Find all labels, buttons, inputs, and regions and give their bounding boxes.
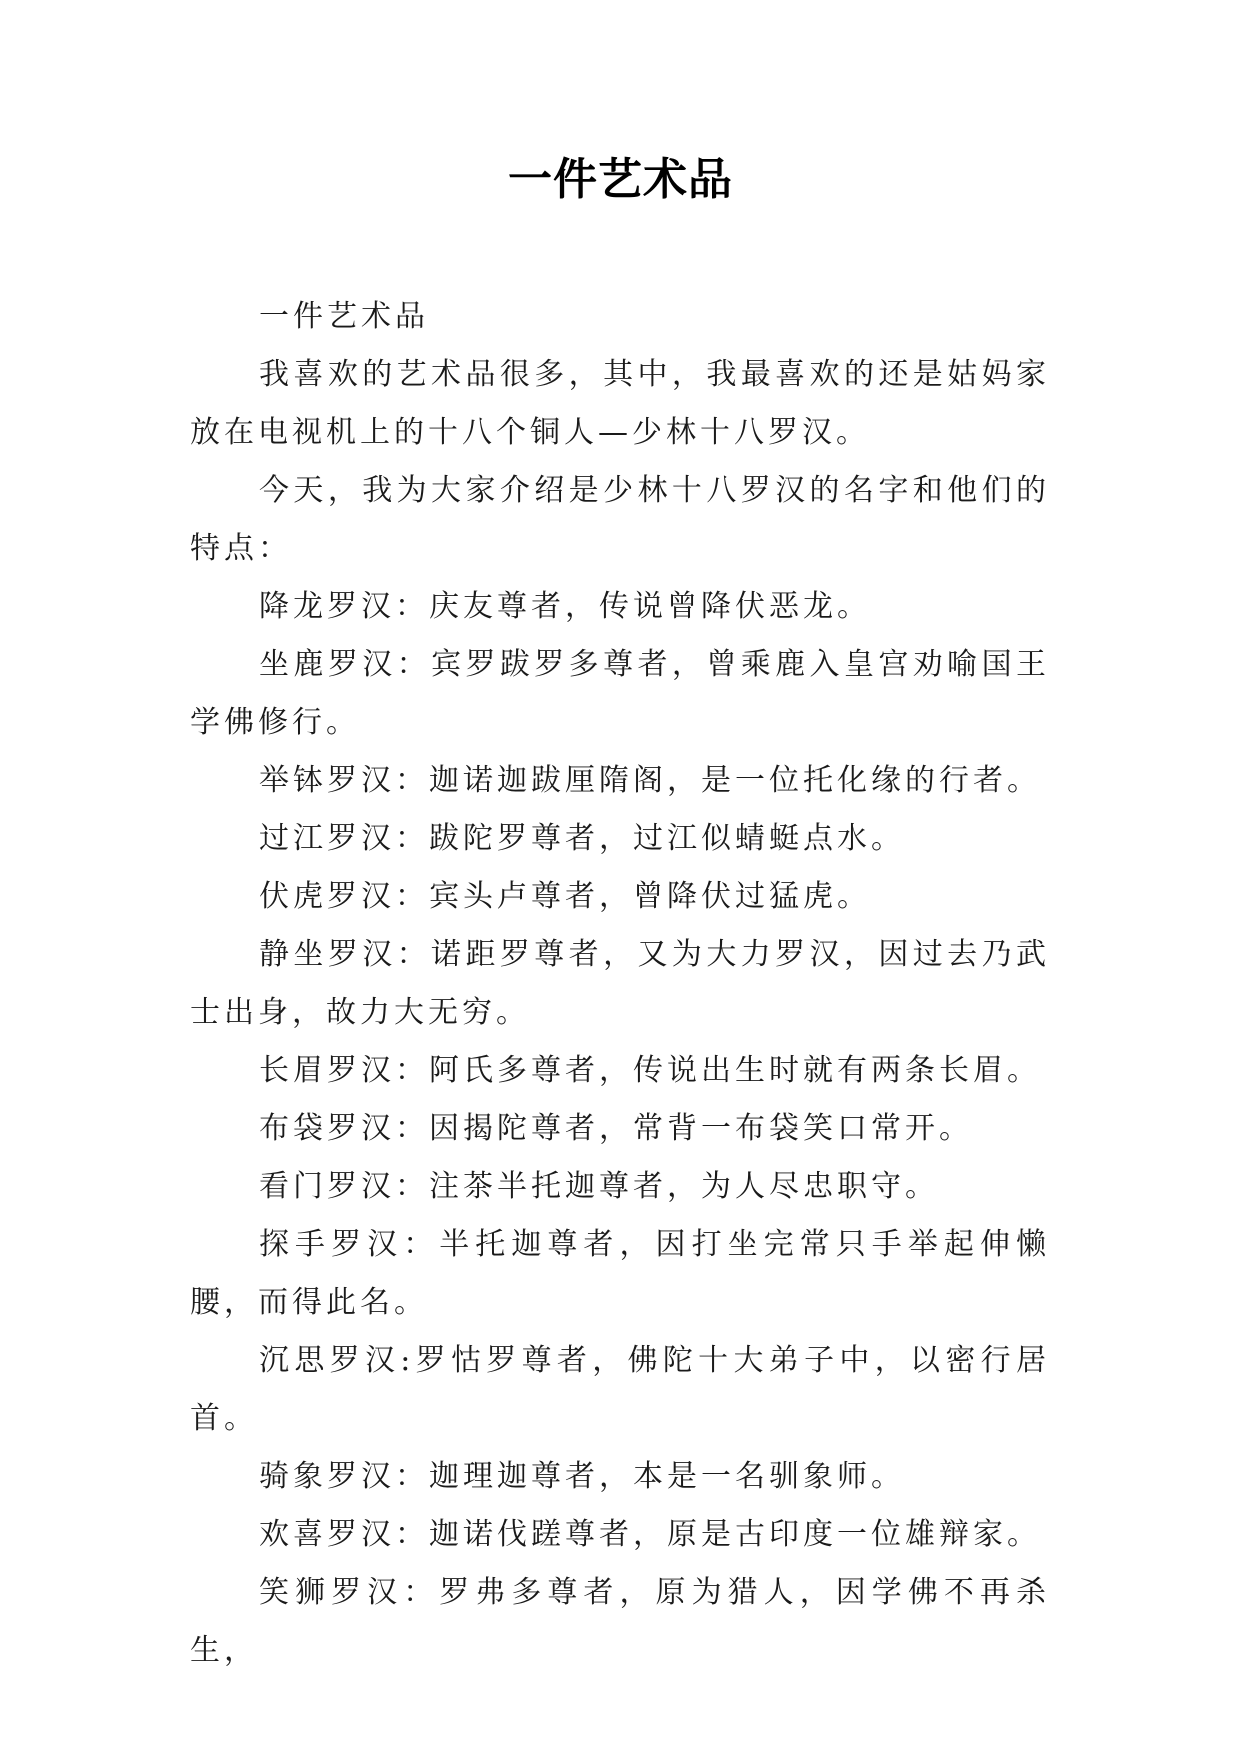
paragraph: 伏虎罗汉：宾头卢尊者，曾降伏过猛虎。	[259, 879, 871, 914]
paragraph: 骑象罗汉：迦理迦尊者，本是一名驯象师。	[259, 1459, 905, 1494]
paragraph: 笑狮罗汉：罗弗多尊者，原为猎人，因学佛不再杀生，	[190, 1575, 1050, 1668]
paragraph: 坐鹿罗汉：宾罗跋罗多尊者，曾乘鹿入皇宫劝喻国王学佛修行。	[190, 647, 1050, 740]
paragraph: 一件艺术品	[259, 299, 429, 334]
paragraph: 静坐罗汉：诺距罗尊者，又为大力罗汉，因过去乃武士出身，故力大无穷。	[190, 937, 1050, 1030]
document-body	[190, 288, 1050, 1680]
paragraph: 长眉罗汉：阿氏多尊者，传说出生时就有两条长眉。	[259, 1053, 1041, 1088]
document-title: 一件艺术品	[508, 154, 733, 205]
paragraph: 布袋罗汉：因揭陀尊者，常背一布袋笑口常开。	[259, 1111, 973, 1146]
paragraph: 降龙罗汉：庆友尊者，传说曾降伏恶龙。	[259, 589, 871, 624]
paragraph: 欢喜罗汉：迦诺伐蹉尊者，原是古印度一位雄辩家。	[259, 1517, 1041, 1552]
paragraph: 举钵罗汉：迦诺迦跋厘隋阁，是一位托化缘的行者。	[259, 763, 1041, 798]
paragraph: 过江罗汉：跋陀罗尊者，过江似蜻蜓点水。	[259, 821, 905, 856]
paragraph: 沉思罗汉:罗怙罗尊者，佛陀十大弟子中，以密行居首。	[190, 1343, 1050, 1436]
paragraph: 看门罗汉：注茶半托迦尊者，为人尽忠职守。	[259, 1169, 939, 1204]
paragraph: 探手罗汉：半托迦尊者，因打坐完常只手举起伸懒腰，而得此名。	[190, 1227, 1050, 1320]
paragraph: 我喜欢的艺术品很多，其中，我最喜欢的还是姑妈家放在电视机上的十八个铜人—少林十八罗汉。	[190, 357, 1050, 450]
paragraph: 今天，我为大家介绍是少林十八罗汉的名字和他们的特点：	[190, 473, 1050, 566]
